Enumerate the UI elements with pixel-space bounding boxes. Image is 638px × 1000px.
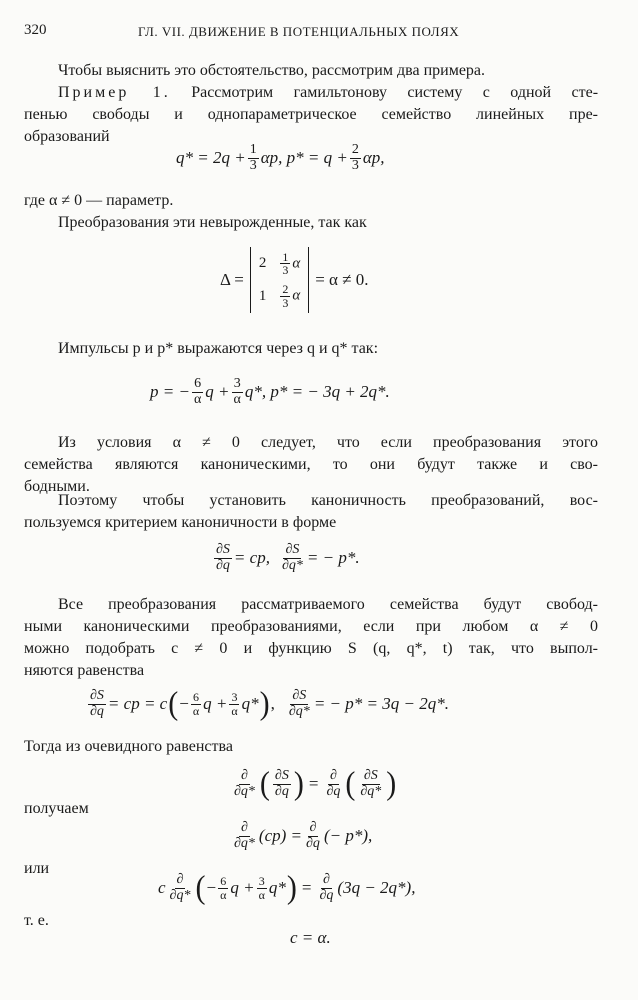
eq5-frac-2-den: α [192, 703, 200, 718]
det-m22-frac [280, 283, 290, 309]
eq3-frac-2-num: 3 [233, 375, 241, 391]
eq3-frac-2-den: α [233, 391, 241, 407]
eq6-frac-3-num: ∂ [329, 767, 337, 783]
eq5-part-g: = − p* = 3q − 2q*. [313, 694, 449, 713]
eq7-part-b: (− p*), [323, 826, 373, 845]
eq3-frac-1-num: 6 [194, 375, 202, 391]
obtain-text: получаем [24, 800, 89, 817]
det-m22 [278, 283, 300, 309]
equation-criterion [212, 536, 360, 580]
eq6-rparen-2: ) [386, 765, 397, 802]
running-title: ГЛ. VII. ДВИЖЕНИЕ В ПОТЕНЦИАЛЬНЫХ ПОЛЯХ [138, 24, 460, 39]
eq8-rparen: ) [286, 869, 297, 906]
eq1-frac-2-den: 3 [351, 157, 359, 173]
eq5-frac-2 [191, 691, 201, 717]
eq5-part-a: = cp = c [107, 694, 168, 713]
eq8-frac-2 [218, 875, 228, 901]
det-m12-den: 3 [282, 263, 289, 278]
equation-determinant [220, 242, 369, 318]
momenta-text: Импульсы p и p* выражаются через q и q* так: [58, 340, 379, 357]
eq6-frac-4 [358, 769, 383, 799]
eq8-frac-4-num: ∂ [322, 871, 330, 887]
eq7-frac-1-num: ∂ [241, 819, 248, 835]
equation-equalities [86, 680, 449, 728]
det-m22-den: 3 [282, 295, 289, 310]
condition-line-3: бодными. [24, 478, 90, 495]
condition-line-2: семейства являются каноническими, то они будут также и сво- [24, 456, 598, 473]
eq5-part-d: q* [241, 694, 259, 713]
det-m12-num: 1 [282, 249, 289, 264]
eq3-part-c: q*, p* = − 3q + 2q*. [244, 382, 390, 401]
eq7-frac-2-num: ∂ [309, 819, 317, 835]
nondegenerate-text: Преобразования эти невырожденные, так как [58, 214, 367, 231]
eq1-frac-2-num: 2 [351, 141, 359, 157]
eq5-frac-1 [88, 689, 106, 719]
eq6-lparen-1: ( [259, 765, 270, 802]
eq6-rparen-1: ) [293, 765, 304, 802]
determinant-matrix [250, 247, 309, 313]
equation-momenta [150, 372, 390, 412]
eq8-frac-4 [317, 873, 335, 903]
criterion-line-2: пользуемся критерием каноничности в форме [24, 514, 337, 531]
eq8-frac-1-num: ∂ [176, 871, 184, 887]
eq1-frac-1-den: 3 [249, 157, 257, 173]
eq8-frac-2-num: 6 [220, 873, 227, 888]
eq3-frac-2 [232, 377, 243, 407]
eq5-part-e: , [270, 694, 275, 713]
eq4-frac-1 [214, 543, 232, 573]
eq8-equals: = [301, 878, 312, 897]
eq8-frac-1-den: ∂q* [169, 887, 191, 903]
eq5-rparen: ) [259, 685, 270, 722]
eq4-frac-2-num: ∂S [285, 541, 300, 557]
eq5-frac-1-den: ∂q [90, 703, 104, 719]
eq1-frac-1 [248, 143, 259, 173]
eq6-frac-3-den: ∂q [326, 783, 341, 799]
ie-text: т. е. [24, 912, 49, 929]
eq5-frac-4-num: ∂S [292, 687, 307, 703]
det-m11: 2 [258, 255, 267, 272]
eq8-part-e: (3q − 2q*), [337, 878, 416, 897]
obvious-equality-text: Тогда из очевидного равенства [24, 738, 233, 755]
det-m22-num: 2 [282, 282, 289, 296]
det-rhs: = α ≠ 0. [315, 270, 369, 289]
eq6-frac-1-den: ∂q* [234, 783, 255, 799]
eq3-frac-1 [192, 377, 203, 407]
eq7-frac-1 [232, 821, 257, 851]
eq8-frac-4-den: ∂q [319, 887, 334, 903]
eq6-frac-2-den: ∂q [274, 783, 289, 799]
example-label: Пример 1. [58, 84, 171, 101]
eq8-frac-3-den: α [258, 887, 265, 902]
det-lhs: Δ = [220, 270, 244, 289]
family-line-4: няются равенства [24, 662, 145, 679]
eq6-equals: = [308, 774, 319, 793]
eq8-part-b: q + [230, 878, 255, 897]
or-text: или [24, 860, 50, 877]
page-number: 320 [24, 22, 47, 38]
eq5-frac-2-num: 6 [192, 689, 199, 704]
eq3-frac-1-den: α [193, 391, 202, 407]
eq6-frac-4-num: ∂S [363, 767, 378, 783]
eq6-frac-4-den: ∂q* [360, 783, 382, 799]
example-text: Рассмотрим гамильтонову систему с одной сте- [191, 84, 599, 101]
eq8-frac-2-den: α [220, 887, 227, 902]
example-line-2: пенью свободы и однопараметрическое семейство линейных пре- [24, 106, 598, 123]
eq4-frac-1-den: ∂q [216, 557, 230, 573]
family-line-1: Все преобразования рассматриваемого семейства будут свобод- [58, 596, 598, 613]
equation-result [290, 926, 331, 950]
eq8-frac-3 [257, 875, 267, 901]
eq4-frac-2 [280, 543, 305, 573]
eq5-frac-3-num: 3 [231, 689, 238, 704]
det-m22-var: α [292, 287, 301, 304]
eq5-frac-4 [287, 689, 312, 719]
equation-transform [176, 138, 385, 178]
det-m12-frac [280, 251, 290, 277]
eq7-frac-2-den: ∂q [306, 835, 320, 851]
eq1-frac-2 [350, 143, 361, 173]
det-m12-var: α [292, 255, 301, 272]
example-line-1 [58, 84, 598, 102]
eq8-coef: c [158, 878, 166, 897]
eq4-part-b: = − p*. [306, 548, 360, 567]
family-line-2: ными каноническими преобразованиями, если при любом α ≠ 0 [24, 618, 598, 635]
equation-mixed-derivatives [230, 760, 397, 808]
eq5-frac-3-den: α [231, 703, 238, 718]
equation-expanded [158, 864, 415, 912]
eq5-frac-1-num: ∂S [90, 687, 104, 703]
criterion-line-1: Поэтому чтобы установить каноничность преобразований, вос- [58, 492, 598, 509]
det-m12 [278, 251, 300, 277]
eq6-frac-1 [232, 769, 257, 799]
eq4-frac-2-den: ∂q* [281, 557, 303, 573]
eq9-text: c = α. [290, 928, 331, 947]
eq5-frac-4-den: ∂q* [288, 703, 310, 719]
eq5-part-b: − [179, 694, 189, 713]
family-line-3: можно подобрать c ≠ 0 и функцию S (q, q*, t) так, что выпол- [24, 640, 598, 657]
example-line-3: образований [24, 128, 110, 145]
eq7-part-a: (cp) = [258, 826, 303, 845]
eq5-lparen: ( [168, 685, 179, 722]
det-m21: 1 [258, 287, 267, 304]
eq8-frac-3-num: 3 [258, 873, 265, 888]
eq7-frac-1-den: ∂q* [234, 835, 255, 851]
eq6-frac-3 [324, 769, 342, 799]
eq8-part-a: − [206, 878, 217, 897]
paragraph-intro: Чтобы выяснить это обстоятельство, рассмотрим два примера. [58, 62, 486, 79]
equation-derived [230, 814, 372, 858]
eq6-frac-2 [273, 769, 291, 799]
eq6-frac-1-num: ∂ [241, 767, 248, 783]
eq4-frac-1-num: ∂S [216, 541, 230, 557]
eq3-part-b: q + [205, 382, 230, 401]
eq8-frac-1 [168, 873, 193, 903]
parameter-note: где α ≠ 0 — параметр. [24, 192, 174, 209]
eq6-frac-2-num: ∂S [274, 767, 289, 783]
eq4-part-a: = cp, [233, 548, 270, 567]
eq1-part-c: αp, [362, 148, 385, 167]
eq8-lparen: ( [195, 869, 206, 906]
eq1-part-b: αp, p* = q + [260, 148, 348, 167]
eq5-part-c: q + [203, 694, 228, 713]
eq3-part-a: p = − [150, 382, 190, 401]
eq1-part-a: q* = 2q + [176, 148, 246, 167]
eq1-frac-1-num: 1 [249, 141, 257, 157]
eq7-frac-2 [304, 821, 322, 851]
eq8-part-d: q* [268, 878, 286, 897]
condition-line-1: Из условия α ≠ 0 следует, что если преобразования этого [58, 434, 598, 451]
eq5-frac-3 [229, 691, 239, 717]
eq6-lparen-2: ( [345, 765, 356, 802]
